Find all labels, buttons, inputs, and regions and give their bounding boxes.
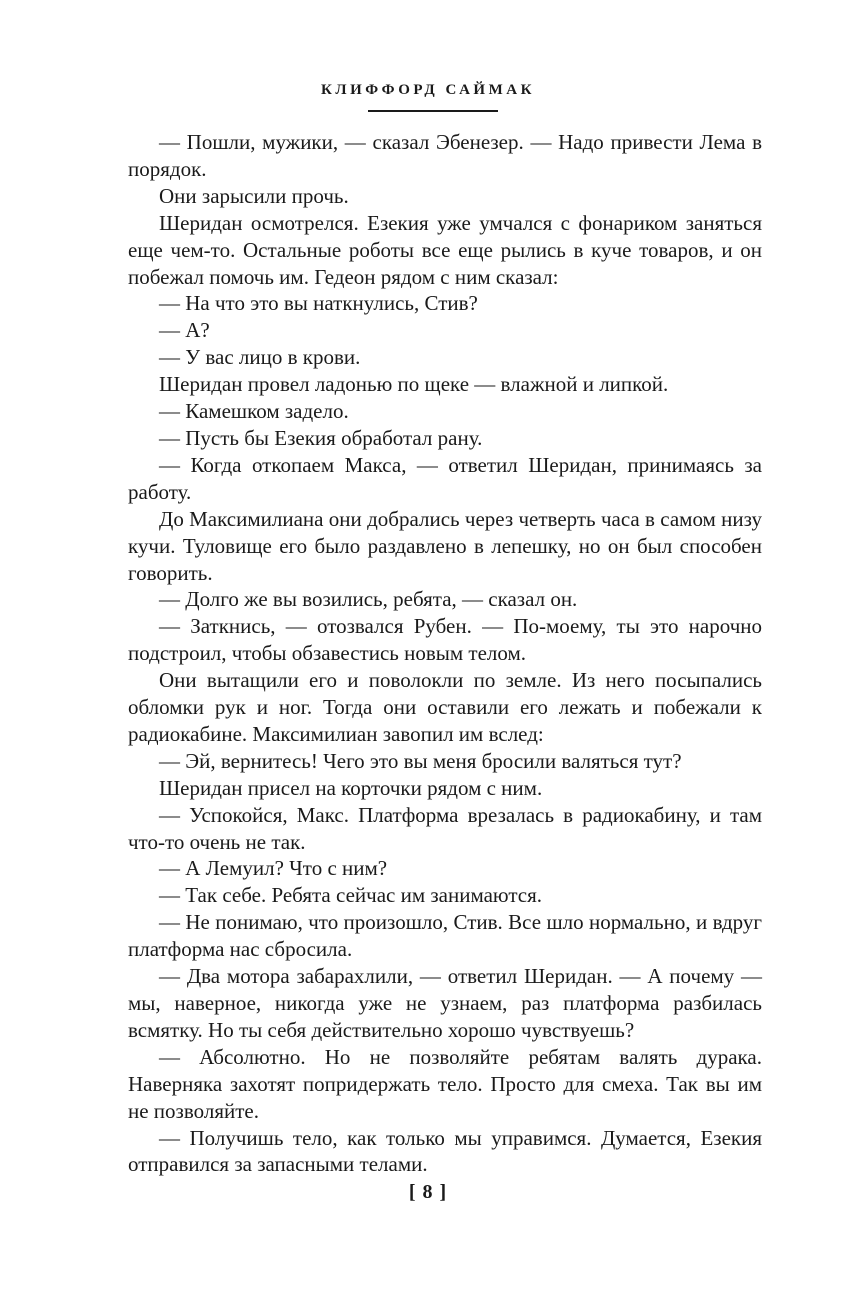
running-header-author: КЛИФФОРД САЙМАК (321, 82, 535, 98)
paragraph: Шеридан провел ладонью по щеке — влажной и липкой. (159, 372, 669, 397)
paragraph: Они вытащили его и поволокли по земле. Из него посыпались обломки рук и ног. Тогда они оставили его лежать и побежали к радиокабине. Максимилиан завопил им вслед: (128, 668, 762, 746)
paragraph: — Камешком задело. (159, 399, 349, 424)
paragraph: — А Лемуил? Что с ним? (159, 856, 388, 881)
paragraph: — Получишь тело, как только мы управимся. Думается, Езекия отправился за запасными телами. (128, 1125, 762, 1177)
paragraph: — Долго же вы возились, ребята, — сказал он. (159, 587, 578, 612)
paragraph: — Заткнись, — отозвался Рубен. — По-моему, ты это нарочно подстроил, чтобы обзавестись новым телом. (128, 614, 762, 666)
paragraph: — Пусть бы Езекия обработал рану. (159, 425, 483, 450)
paragraph: — Эй, вернитесь! Чего это вы меня бросили валяться тут? (159, 748, 682, 773)
paragraph: — Два мотора забарахлили, — ответил Шеридан. — А почему — мы, наверное, никогда уже не узнаем, раз платформа разбилась всмятку. Но ты себя действительно хорошо чувствуешь? (128, 964, 762, 1042)
page-number: [ 8 ] (408, 1181, 448, 1203)
paragraph: — Успокойся, Макс. Платформа врезалась в радиокабину, и там что-то очень не так. (128, 802, 762, 854)
paragraph: — Так себе. Ребята сейчас им занимаются. (159, 883, 543, 908)
paragraph: Шеридан осмотрелся. Езекия уже умчался с фонариком заняться еще чем-то. Остальные роботы все еще рылись в куче товаров, и он побежал помочь им. Гедеон рядом с ним сказал: (128, 210, 762, 289)
paragraph: — Не понимаю, что произошло, Стив. Все шло нормально, и вдруг платформа нас сбросила. (128, 910, 762, 962)
body-text (128, 129, 762, 1178)
paragraph: — А? (159, 318, 210, 343)
paragraph: — Когда откопаем Макса, — ответил Шеридан, принимаясь за работу. (128, 452, 762, 504)
paragraph: До Максимилиана они добрались через четверть часа в самом низу кучи. Туловище его было раздавлено в лепешку, но он был способен говорить. (128, 506, 762, 585)
paragraph: — У вас лицо в крови. (159, 345, 361, 370)
paragraph: — На что это вы наткнулись, Стив? (159, 291, 478, 316)
header-rule (368, 110, 498, 112)
paragraph: Шеридан присел на корточки рядом с ним. (159, 775, 543, 800)
paragraph: — Абсолютно. Но не позволяйте ребятам валять дурака. Наверняка захотят попридержать тело. Просто для смеха. Так вы им не позволяйте. (128, 1044, 762, 1123)
paragraph: — Пошли, мужики, — сказал Эбенезер. — Надо привести Лема в порядок. (128, 130, 762, 181)
paragraph: Они зарысили прочь. (159, 183, 349, 208)
